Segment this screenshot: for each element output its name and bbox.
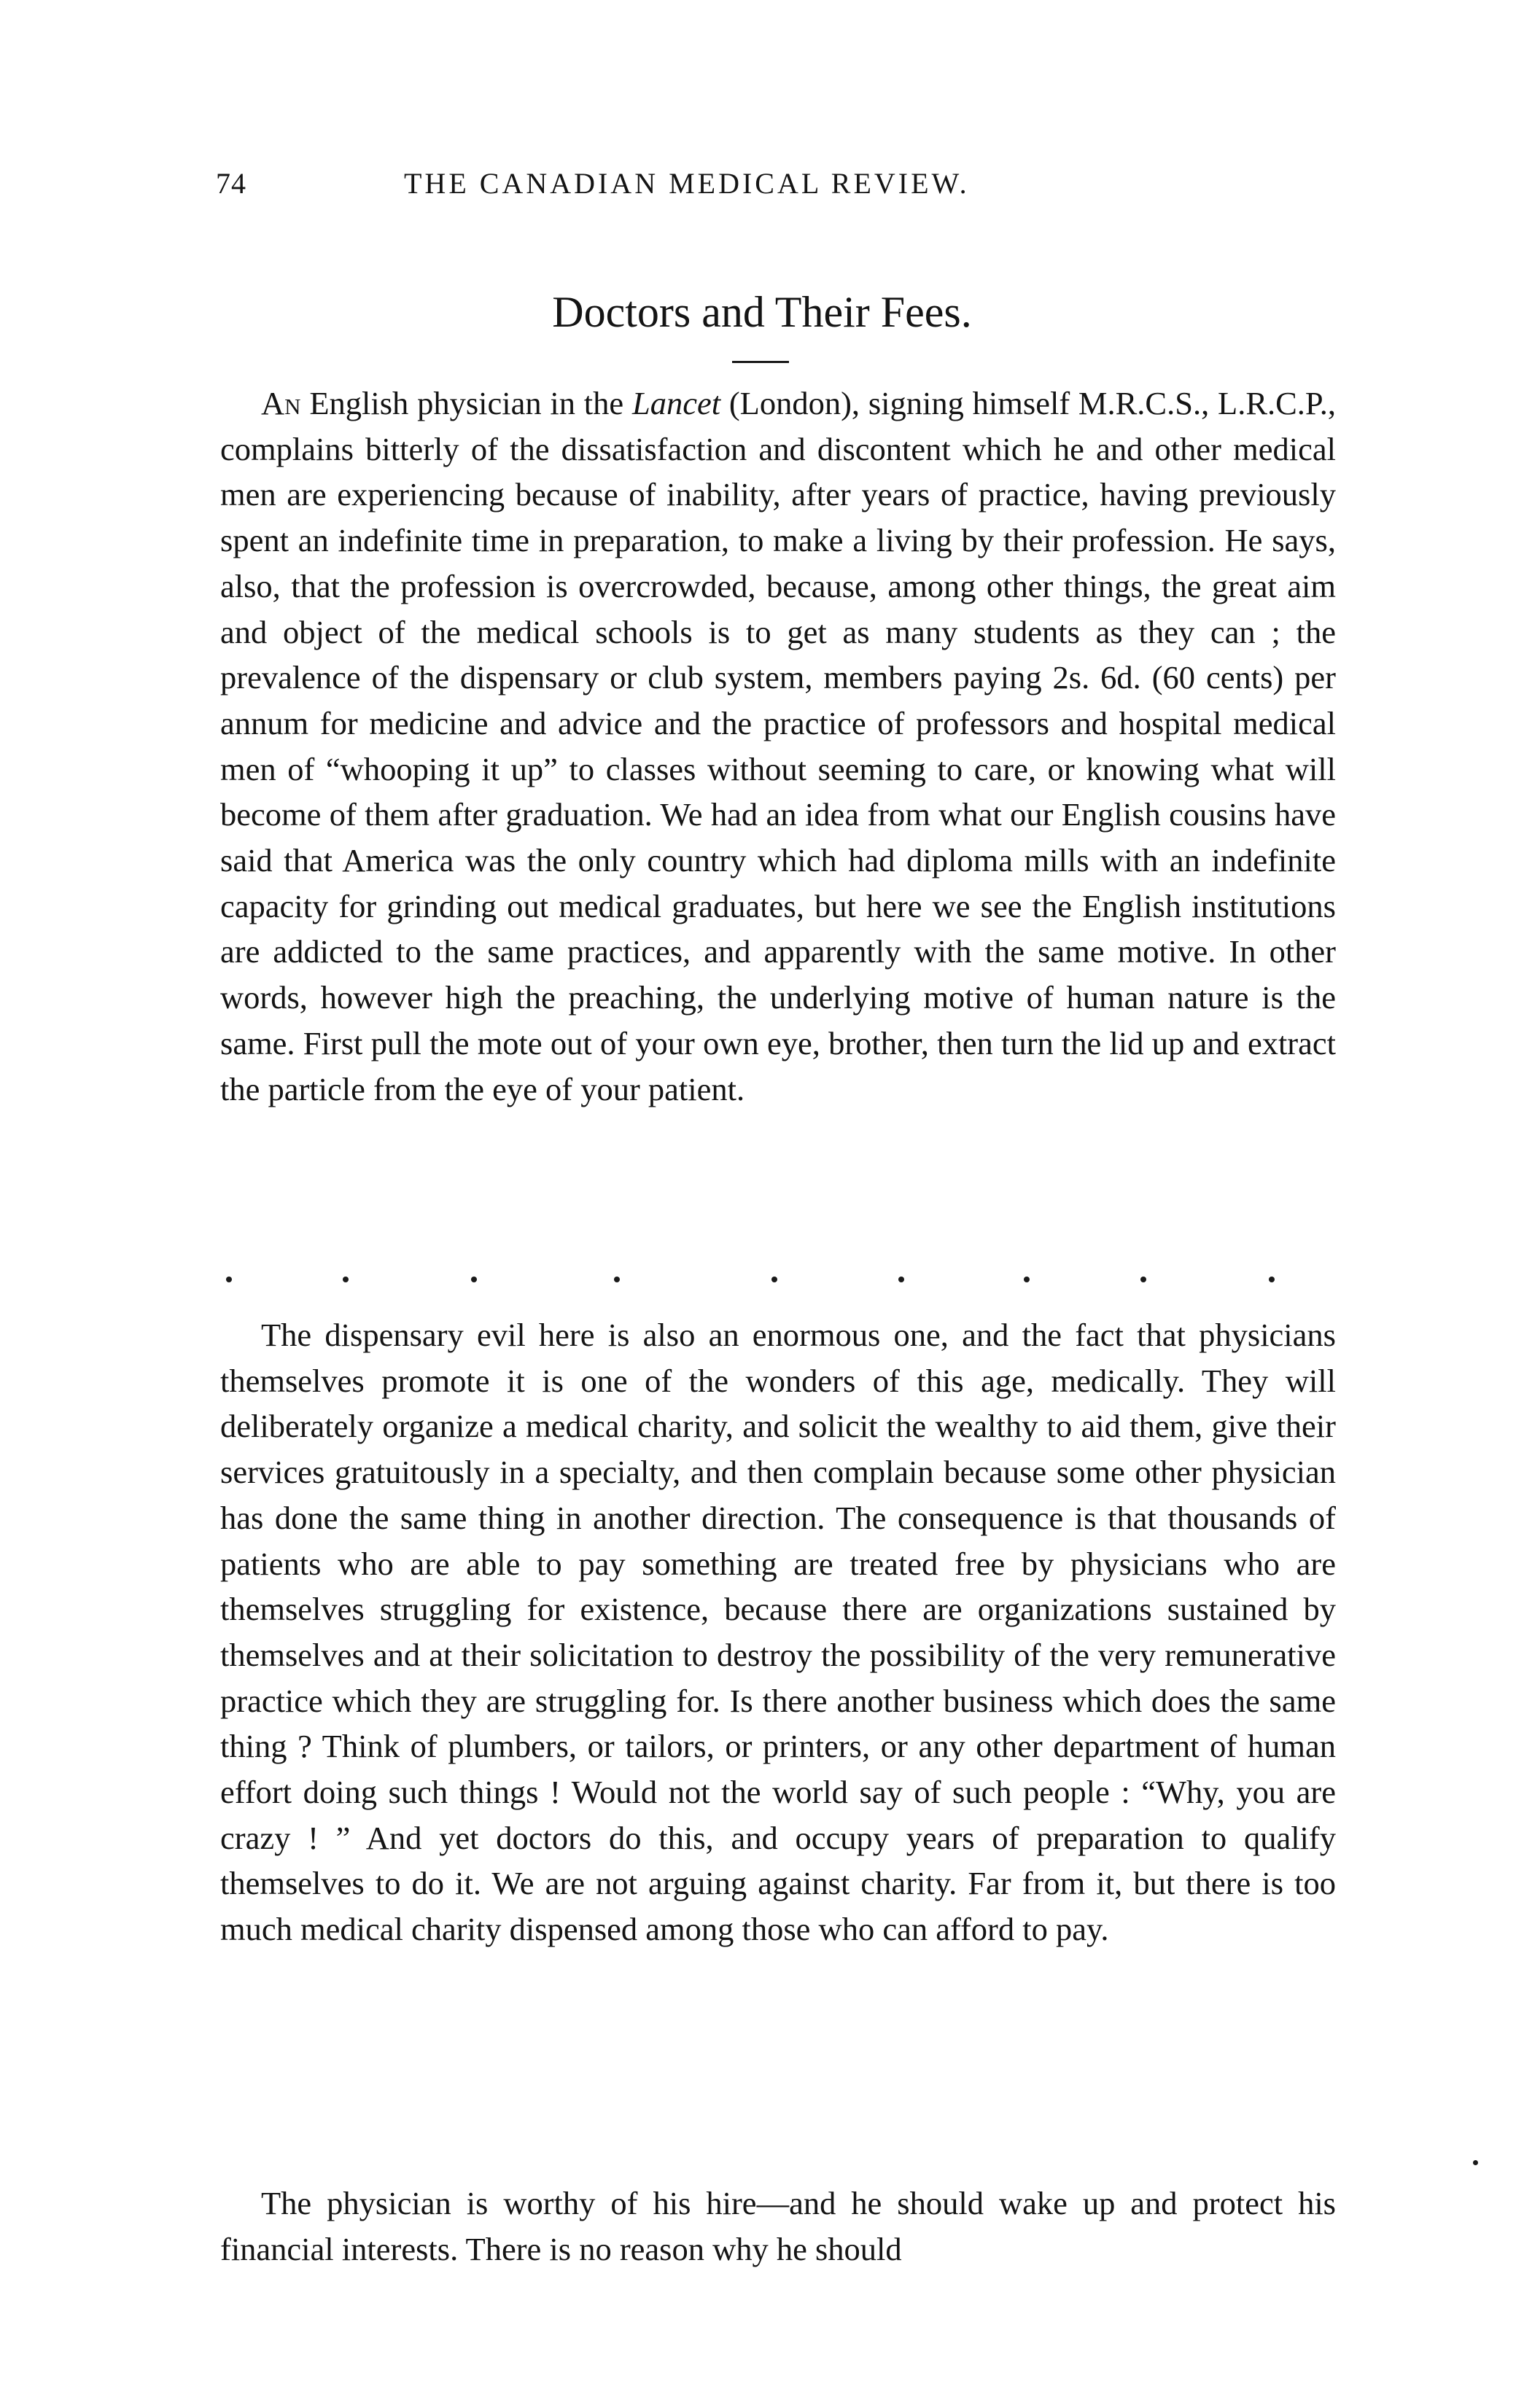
paragraph-2: The dispensary evil here is also an enormous one, and the fact that physicians themselves promote it is one of the wonders of this age, medically. They will deliberately organize a medical charity, and solicit the wealthy to aid them, give their services gratuitously in a specialty, and then complain because some other physician has done the same thing in another direction. The consequence is that thousands of patients who are able to pay something are treated free by physicians who are themselves struggling for existence, because there are organizations sustained by themselves and at their solicitation to destroy the possibility of the very remunerative practice which they are struggling for. Is there another business which does the same thing ? Think of plumbers, or tailors, or printers, or any other department of human effort doing such things ! Would not the world say of such people : “Why, you are crazy ! ” And yet doctors do this, and occupy years of preparation to qualify themselves to do it. We are not arguing against charity. Far from it, but there is too much medical charity dispensed among those who can afford to pay. — [220, 1317, 1336, 1948]
opening-word: An — [261, 385, 301, 421]
ellipsis-dot — [343, 1277, 349, 1282]
ellipsis-dot — [1269, 1277, 1275, 1282]
ellipsis-dot — [898, 1277, 904, 1282]
paragraph-1 — [220, 381, 1336, 1112]
ellipsis-dot — [226, 1277, 232, 1282]
paragraph-3: The physician is worthy of his hire—and he should wake up and protect his financial interests. There is no reason why he should — [220, 2185, 1336, 2267]
ellipsis-separator — [220, 1272, 1336, 1287]
title-rule — [732, 361, 789, 363]
article-title: Doctors and Their Fees. — [552, 288, 972, 336]
page-number: 74 — [216, 167, 246, 200]
ellipsis-dot — [471, 1277, 477, 1282]
margin-mark — [1473, 2160, 1478, 2165]
paragraph-1-text-b: (London), signing himself M.R.C.S., L.R.C.P., complains bitterly of the dissatisfaction and discontent which he and other medical men are experiencing because of inability, after years of practice, having previously spent an indefinite time in preparation, to make a living by their profession. He says, also, that the profession is overcrowded, because, among other things, the great aim and object of the medical schools is to get as many students as they can ; the prevalence of the dispensary or club system, members paying 2s. 6d. (60 cents) per annum for medicine and advice and the practice of professors and hospital medical men of “whooping it up” to classes without seeming to care, or knowing what will become of them after graduation. We had an idea from what our English cousins have said that America was the only country which had diploma mills with an indefinite capacity for grinding out medical graduates, but here we see the English institutions are addicted to the same practices, and apparently with the same motive. In other words, however high the preaching, the underlying motive of human nature is the same. First pull the mote out of your own eye, brother, then turn the lid up and extract the particle from the eye of your patient. — [220, 385, 1336, 1107]
ellipsis-dot — [771, 1277, 777, 1282]
ellipsis-dot — [1140, 1277, 1146, 1282]
journal-title: THE CANADIAN MEDICAL REVIEW. — [404, 167, 970, 200]
running-head — [216, 162, 1339, 206]
paragraph-1-text-a: English physician in the — [300, 385, 632, 421]
ellipsis-dot — [1024, 1277, 1030, 1282]
ellipsis-dot — [614, 1277, 620, 1282]
journal-name-lancet: Lancet — [631, 385, 721, 421]
